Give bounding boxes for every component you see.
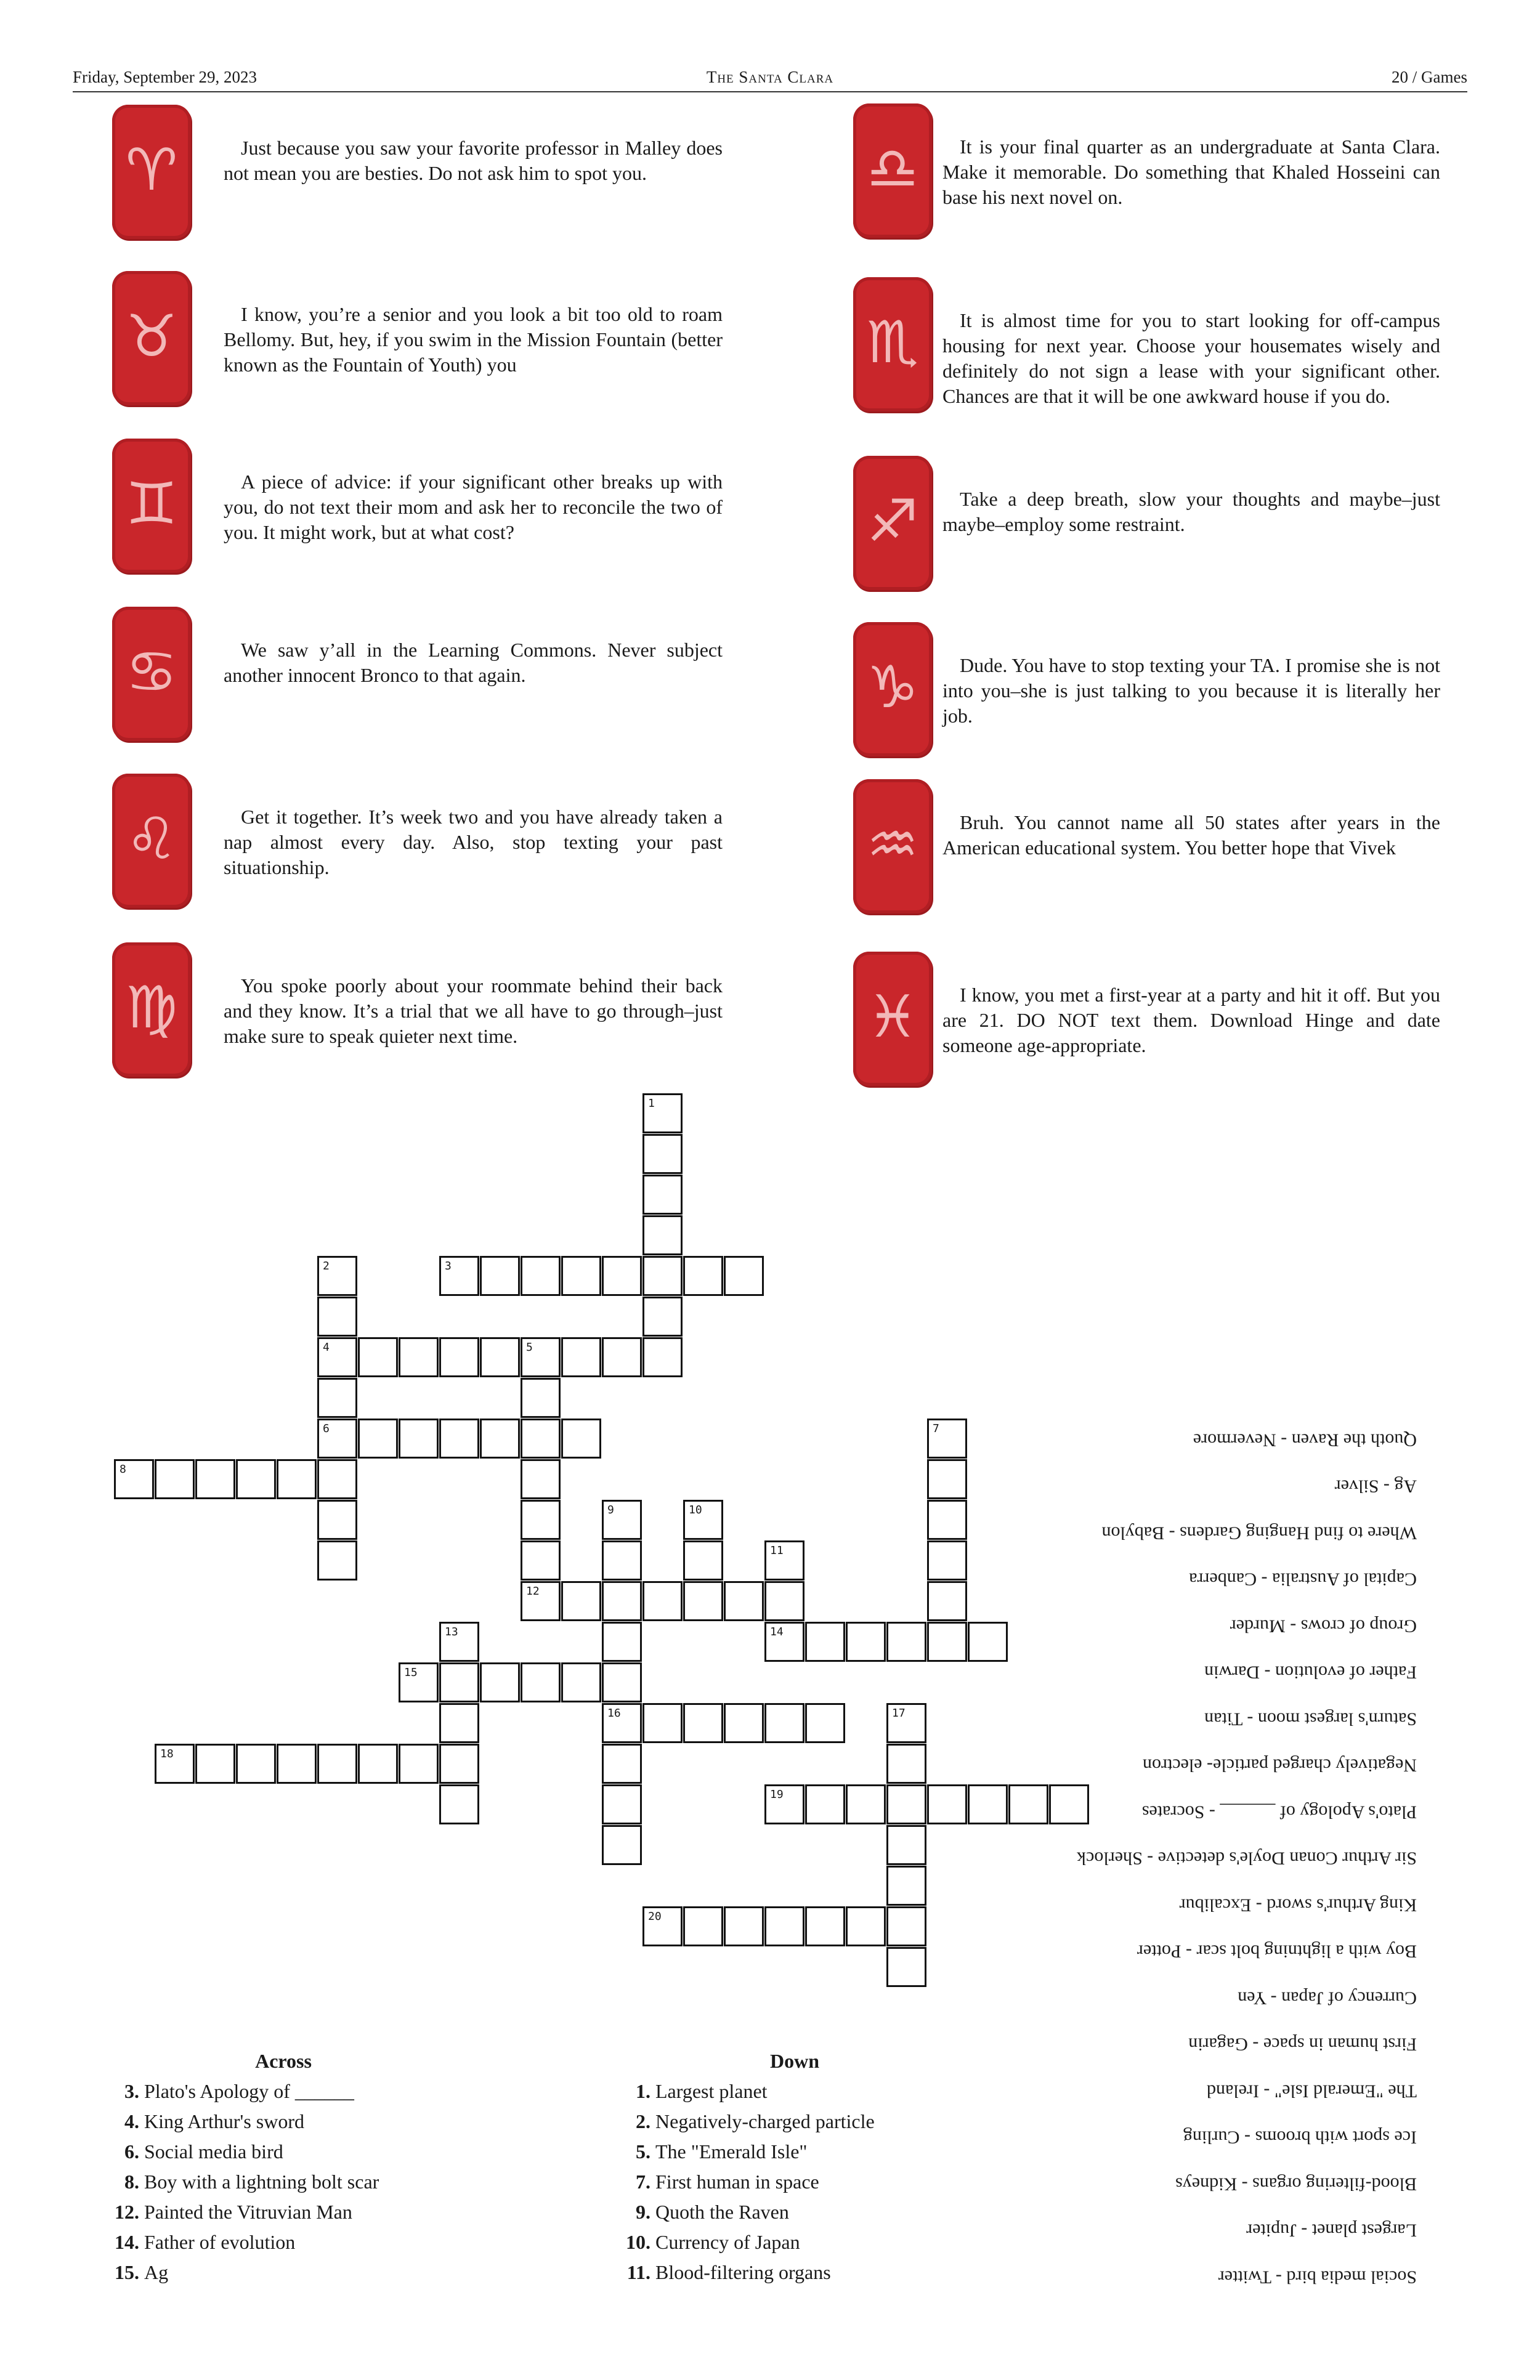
clue-item-number: 3. bbox=[124, 2080, 139, 2102]
answer-key-item: Where to find Hanging Gardens - Babylon bbox=[1101, 1523, 1417, 1544]
crossword-cell[interactable] bbox=[602, 1703, 642, 1743]
clue-item-text: Boy with a lightning bolt scar bbox=[144, 2171, 379, 2193]
crossword-cell[interactable] bbox=[439, 1784, 479, 1824]
clue-item-number: 5. bbox=[636, 2140, 650, 2163]
answer-key-item: First human in space - Gagarin bbox=[1188, 2034, 1417, 2055]
sagittarius-icon bbox=[853, 456, 932, 590]
horoscope-text: Bruh. You cannot name all 50 states after years in the American educational system. You better hope that Vivek bbox=[942, 811, 1440, 859]
crossword-cell[interactable] bbox=[561, 1419, 601, 1459]
clue-item bbox=[111, 2197, 456, 2227]
cancer-glyph: ♋ bbox=[125, 639, 178, 706]
crossword-cell[interactable] bbox=[561, 1662, 601, 1702]
clue-item-text: Ag bbox=[144, 2261, 169, 2283]
crossword-cell[interactable] bbox=[886, 1703, 926, 1743]
clue-item-number: 7. bbox=[636, 2171, 650, 2193]
clue-number: 17 bbox=[892, 1707, 906, 1720]
crossword-cell[interactable] bbox=[195, 1459, 235, 1499]
crossword-cell[interactable] bbox=[764, 1703, 804, 1743]
crossword-cell[interactable] bbox=[277, 1459, 317, 1499]
answer-key-item: Currency of Japan - Yen bbox=[1238, 1988, 1417, 2009]
clue-number: 2 bbox=[323, 1260, 330, 1273]
leo-icon bbox=[112, 774, 191, 908]
aries-glyph: ♈ bbox=[125, 137, 178, 204]
crossword-cell[interactable] bbox=[886, 1866, 926, 1906]
newspaper-name: The Santa Clara bbox=[706, 68, 834, 86]
crossword-cell[interactable] bbox=[642, 1581, 683, 1621]
crossword-cell[interactable] bbox=[642, 1093, 683, 1133]
issue-date: Friday, September 29, 2023 bbox=[73, 68, 257, 86]
clue-number: 13 bbox=[445, 1625, 458, 1638]
crossword-cell[interactable] bbox=[886, 1622, 926, 1662]
crossword-cell[interactable] bbox=[439, 1703, 479, 1743]
horoscope-text: It is your final quarter as an undergraduate at Santa Clara. Make it memorable. Do something that Khaled Hosseini can base his next novel on. bbox=[942, 136, 1440, 208]
clue-item-text: Social media bird bbox=[144, 2140, 283, 2163]
crossword-cell[interactable] bbox=[358, 1419, 398, 1459]
crossword-cell[interactable] bbox=[399, 1744, 439, 1784]
crossword-cell[interactable] bbox=[927, 1784, 967, 1824]
clue-item-text: Painted the Vitruvian Man bbox=[144, 2201, 352, 2223]
crossword-cell[interactable] bbox=[521, 1662, 561, 1702]
aquarius-glyph: ♒ bbox=[866, 811, 919, 879]
clue-item-text: The "Emerald Isle" bbox=[655, 2140, 808, 2163]
clue-number: 14 bbox=[770, 1625, 784, 1638]
clue-item-number: 14. bbox=[115, 2231, 139, 2253]
crossword-cell[interactable] bbox=[317, 1744, 357, 1784]
crossword-cell[interactable] bbox=[236, 1744, 276, 1784]
cancer-icon bbox=[112, 607, 191, 741]
clue-item-number: 12. bbox=[115, 2201, 139, 2223]
crossword-cell[interactable] bbox=[683, 1906, 723, 1946]
crossword-cell[interactable] bbox=[521, 1378, 561, 1418]
gemini-icon bbox=[112, 439, 191, 573]
clue-item-number: 11. bbox=[626, 2261, 650, 2283]
answer-key-item: Blood-filtering organs - Kidneys bbox=[1175, 2174, 1417, 2195]
crossword-cell[interactable] bbox=[358, 1744, 398, 1784]
crossword-cell[interactable] bbox=[927, 1419, 967, 1459]
answer-key-item: Social media bird - Twitter bbox=[1218, 2267, 1417, 2288]
crossword-cell[interactable] bbox=[683, 1256, 723, 1296]
crossword-cell[interactable] bbox=[480, 1662, 520, 1702]
clue-item-text: Quoth the Raven bbox=[655, 2201, 789, 2223]
answer-key-item: Boy with a lightning bolt scar - Potter bbox=[1137, 1941, 1417, 1962]
crossword-cell[interactable] bbox=[927, 1622, 967, 1662]
crossword-cell[interactable] bbox=[642, 1215, 683, 1255]
sagittarius-glyph: ♐ bbox=[866, 488, 919, 556]
crossword-cell[interactable] bbox=[602, 1581, 642, 1621]
down-clues bbox=[622, 2046, 967, 2288]
crossword-cell[interactable] bbox=[358, 1337, 398, 1377]
crossword-cell[interactable] bbox=[642, 1337, 683, 1377]
answer-key-item: Sir Arthur Conan Doyle's detective - Sherlock bbox=[1077, 1848, 1417, 1869]
crossword-cell[interactable] bbox=[805, 1784, 845, 1824]
capricorn-icon bbox=[853, 622, 932, 756]
crossword-cell[interactable] bbox=[521, 1540, 561, 1581]
crossword-cell[interactable] bbox=[724, 1256, 764, 1296]
answer-key-item: Ice sport with brooms - Curling bbox=[1183, 2127, 1417, 2148]
clue-item bbox=[111, 2227, 456, 2257]
crossword-cell[interactable] bbox=[886, 1784, 926, 1824]
answer-key-item: Quoth the Raven - Nevermore bbox=[1193, 1430, 1417, 1451]
clue-item-number: 6. bbox=[124, 2140, 139, 2163]
clue-item-number: 9. bbox=[636, 2201, 650, 2223]
crossword-cell[interactable] bbox=[439, 1662, 479, 1702]
upside-down-answer-key bbox=[1035, 1417, 1417, 2301]
crossword-cell[interactable] bbox=[399, 1662, 439, 1702]
crossword-cell[interactable] bbox=[683, 1500, 723, 1540]
crossword-cell[interactable] bbox=[480, 1256, 520, 1296]
crossword-cell[interactable] bbox=[642, 1703, 683, 1743]
crossword-cell[interactable] bbox=[317, 1297, 357, 1337]
horoscope-text: You spoke poorly about your roommate behind their back and they know. It’s a trial that we all have to go through–just make sure to speak quieter next time. bbox=[224, 974, 723, 1047]
answer-key-item: Father of evolution - Darwin bbox=[1204, 1662, 1417, 1683]
clue-item bbox=[622, 2076, 967, 2107]
horoscope-text: Just because you saw your favorite professor in Malley does not mean you are besties. Do not ask him to spot you. bbox=[224, 137, 723, 184]
crossword-cell[interactable] bbox=[561, 1581, 601, 1621]
crossword-cell[interactable] bbox=[642, 1256, 683, 1296]
crossword-cell[interactable] bbox=[642, 1175, 683, 1215]
clue-number: 18 bbox=[160, 1747, 174, 1760]
crossword-cell[interactable] bbox=[602, 1784, 642, 1824]
crossword-cell[interactable] bbox=[317, 1337, 357, 1377]
crossword-cell[interactable] bbox=[399, 1419, 439, 1459]
crossword-cell[interactable] bbox=[642, 1297, 683, 1337]
crossword-cell[interactable] bbox=[886, 1906, 926, 1946]
crossword-cell[interactable] bbox=[886, 1744, 926, 1784]
clue-number: 19 bbox=[770, 1788, 784, 1801]
clue-item-number: 2. bbox=[636, 2110, 650, 2132]
crossword-cell[interactable] bbox=[521, 1337, 561, 1377]
crossword-cell[interactable] bbox=[317, 1419, 357, 1459]
crossword-cell[interactable] bbox=[602, 1825, 642, 1865]
clue-item-text: King Arthur's sword bbox=[144, 2110, 304, 2132]
horoscope-text: Take a deep breath, slow your thoughts and maybe–just maybe–employ some restraint. bbox=[942, 488, 1440, 535]
clue-item bbox=[111, 2076, 456, 2107]
answer-key-item: Plato's Apology of ______ - Socrates bbox=[1141, 1802, 1417, 1823]
clue-item-text: Currency of Japan bbox=[655, 2231, 800, 2253]
crossword-cell[interactable] bbox=[439, 1419, 479, 1459]
horoscope-text: A piece of advice: if your significant other breaks up with you, do not text their mom and ask her to reconcile the two of you. It might work, but at what cost? bbox=[224, 471, 723, 543]
crossword-cell[interactable] bbox=[927, 1581, 967, 1621]
crossword-cell[interactable] bbox=[439, 1744, 479, 1784]
answer-key-item: The "Emerald Isle" - Ireland bbox=[1206, 2081, 1417, 2102]
clue-number: 7 bbox=[933, 1422, 939, 1435]
crossword-cell[interactable] bbox=[439, 1256, 479, 1296]
crossword-cell[interactable] bbox=[602, 1744, 642, 1784]
crossword-cell[interactable] bbox=[602, 1540, 642, 1581]
crossword-cell[interactable] bbox=[521, 1459, 561, 1499]
crossword-cell[interactable] bbox=[642, 1906, 683, 1946]
horoscope-text: We saw y’all in the Learning Commons. Never subject another innocent Bronco to that again. bbox=[224, 639, 723, 686]
crossword-cell[interactable] bbox=[277, 1744, 317, 1784]
clue-item-text: Plato's Apology of ______ bbox=[144, 2080, 354, 2102]
taurus-glyph: ♉ bbox=[125, 303, 178, 371]
answer-key-item: Group of crows - Murder bbox=[1230, 1616, 1417, 1637]
crossword-cell[interactable] bbox=[846, 1906, 886, 1946]
crossword-cell[interactable] bbox=[927, 1459, 967, 1499]
clue-number: 4 bbox=[323, 1341, 330, 1354]
crossword-cell[interactable] bbox=[521, 1500, 561, 1540]
answer-key-item: Saturn's largest moon - Titan bbox=[1204, 1709, 1417, 1730]
crossword-cell[interactable] bbox=[602, 1256, 642, 1296]
crossword-cell[interactable] bbox=[317, 1459, 357, 1499]
crossword-cell[interactable] bbox=[155, 1744, 195, 1784]
clue-item-number: 15. bbox=[115, 2261, 139, 2283]
crossword-cell[interactable] bbox=[764, 1784, 804, 1824]
clue-item bbox=[622, 2167, 967, 2197]
crossword-cell[interactable] bbox=[155, 1459, 195, 1499]
clue-item-text: Blood-filtering organs bbox=[655, 2261, 831, 2283]
clue-item-text: Largest planet bbox=[655, 2080, 768, 2102]
clue-number: 16 bbox=[607, 1707, 621, 1720]
clue-number: 1 bbox=[648, 1097, 655, 1110]
down-heading: Down bbox=[769, 2050, 819, 2072]
crossword-cell[interactable] bbox=[317, 1378, 357, 1418]
horoscope-text: Get it together. It’s week two and you have already taken a nap almost every day. Also, stop texting your past situationship. bbox=[224, 806, 723, 878]
pisces-icon bbox=[853, 952, 932, 1086]
aries-icon bbox=[112, 105, 191, 239]
crossword-cell[interactable] bbox=[602, 1500, 642, 1540]
across-heading: Across bbox=[255, 2050, 312, 2072]
crossword-cell[interactable] bbox=[317, 1540, 357, 1581]
pisces-glyph: ♓ bbox=[866, 984, 919, 1051]
clue-item bbox=[622, 2197, 967, 2227]
page-section: 20 / Games bbox=[1392, 68, 1467, 86]
clue-number: 12 bbox=[526, 1585, 540, 1598]
crossword-cell[interactable] bbox=[805, 1703, 845, 1743]
leo-glyph: ♌ bbox=[125, 806, 178, 873]
crossword-cell[interactable] bbox=[764, 1906, 804, 1946]
crossword-cell[interactable] bbox=[683, 1540, 723, 1581]
horoscope-text: It is almost time for you to start looking for off-campus housing for next year. Choose your housemates wisely and definitely do not sign a lease with your significant other. Chances are that it will be one awkward house if you do. bbox=[942, 309, 1440, 407]
crossword-cell[interactable] bbox=[764, 1581, 804, 1621]
crossword-cell[interactable] bbox=[602, 1622, 642, 1662]
clue-item bbox=[622, 2257, 967, 2288]
scorpio-glyph: ♏ bbox=[866, 309, 919, 377]
horoscope-text: I know, you’re a senior and you look a bit too old to roam Bellomy. But, hey, if you swim in the Mission Fountain (better known as the Fountain of Youth) you bbox=[224, 303, 723, 376]
crossword-cell[interactable] bbox=[561, 1256, 601, 1296]
across-clues bbox=[111, 2046, 456, 2288]
clue-item-number: 8. bbox=[124, 2171, 139, 2193]
clue-number: 5 bbox=[526, 1341, 533, 1354]
crossword-cell[interactable] bbox=[480, 1419, 520, 1459]
crossword-cell[interactable] bbox=[846, 1622, 886, 1662]
horoscope-text: Dude. You have to stop texting your TA. I promise she is not into you–she is just talking to you because it is literally her job. bbox=[942, 654, 1440, 727]
crossword-cell[interactable] bbox=[521, 1256, 561, 1296]
crossword-cell[interactable] bbox=[724, 1703, 764, 1743]
crossword-cell[interactable] bbox=[805, 1622, 845, 1662]
virgo-glyph: ♍ bbox=[125, 974, 178, 1042]
aquarius-icon bbox=[853, 779, 932, 913]
libra-icon bbox=[853, 103, 932, 238]
crossword-cell[interactable] bbox=[521, 1419, 561, 1459]
clue-number: 8 bbox=[120, 1463, 126, 1476]
crossword-cell[interactable] bbox=[968, 1784, 1008, 1824]
libra-glyph: ♎ bbox=[866, 136, 919, 203]
crossword-cell[interactable] bbox=[195, 1744, 235, 1784]
crossword-cell[interactable] bbox=[886, 1947, 926, 1987]
answer-key-item: Capital of Australia - Canberra bbox=[1189, 1569, 1417, 1590]
horoscope-text: I know, you met a first-year at a party and hit it off. But you are 21. DO NOT text them. Download Hinge and date someone age-appropriate. bbox=[942, 984, 1440, 1056]
crossword-cell[interactable] bbox=[927, 1500, 967, 1540]
crossword-cell[interactable] bbox=[236, 1459, 276, 1499]
clue-number: 15 bbox=[404, 1666, 418, 1679]
answer-key-item: Negatively charged particle- electron bbox=[1142, 1755, 1417, 1776]
crossword-cell[interactable] bbox=[968, 1622, 1008, 1662]
crossword-cell[interactable] bbox=[317, 1500, 357, 1540]
scorpio-icon bbox=[853, 277, 932, 411]
answer-key-item: Ag - Silver bbox=[1334, 1476, 1417, 1497]
clue-item-text: Negatively-charged particle bbox=[655, 2110, 875, 2132]
crossword-cell[interactable] bbox=[886, 1825, 926, 1865]
clue-item-number: 10. bbox=[626, 2231, 650, 2253]
crossword-cell[interactable] bbox=[521, 1581, 561, 1621]
crossword-cell[interactable] bbox=[846, 1784, 886, 1824]
crossword-cell[interactable] bbox=[764, 1622, 804, 1662]
crossword-cell[interactable] bbox=[683, 1581, 723, 1621]
crossword-cell[interactable] bbox=[399, 1337, 439, 1377]
crossword-cell[interactable] bbox=[561, 1337, 601, 1377]
clue-item bbox=[111, 2167, 456, 2197]
gemini-glyph: ♊ bbox=[125, 471, 178, 538]
crossword-cell[interactable] bbox=[602, 1662, 642, 1702]
clue-item-text: Father of evolution bbox=[144, 2231, 296, 2253]
clue-number: 3 bbox=[445, 1260, 452, 1273]
clue-item bbox=[622, 2107, 967, 2137]
crossword-cell[interactable] bbox=[480, 1337, 520, 1377]
clue-number: 9 bbox=[607, 1504, 614, 1516]
crossword-cell[interactable] bbox=[114, 1459, 154, 1499]
crossword-cell[interactable] bbox=[764, 1540, 804, 1581]
virgo-icon bbox=[112, 942, 191, 1077]
crossword-cell[interactable] bbox=[724, 1581, 764, 1621]
clue-item-number: 4. bbox=[124, 2110, 139, 2132]
crossword-cell[interactable] bbox=[927, 1540, 967, 1581]
clue-item bbox=[622, 2227, 967, 2257]
clue-item-number: 1. bbox=[636, 2080, 650, 2102]
crossword-cell[interactable] bbox=[805, 1906, 845, 1946]
page-header bbox=[73, 64, 1467, 92]
crossword-cell[interactable] bbox=[317, 1256, 357, 1296]
answer-key-item: Largest planet - Jupiter bbox=[1246, 2220, 1417, 2241]
clue-number: 11 bbox=[770, 1544, 784, 1557]
answer-key-item: King Arthur's sword - Excalibur bbox=[1179, 1895, 1417, 1916]
clue-number: 20 bbox=[648, 1910, 662, 1923]
clue-item bbox=[111, 2137, 456, 2167]
crossword-cell[interactable] bbox=[724, 1906, 764, 1946]
clue-item-text: First human in space bbox=[655, 2171, 819, 2193]
crossword-cell[interactable] bbox=[642, 1134, 683, 1174]
crossword-cell[interactable] bbox=[683, 1703, 723, 1743]
crossword-cell[interactable] bbox=[439, 1622, 479, 1662]
clue-number: 10 bbox=[689, 1504, 702, 1516]
clue-number: 6 bbox=[323, 1422, 330, 1435]
clue-item bbox=[111, 2107, 456, 2137]
crossword-cell[interactable] bbox=[602, 1337, 642, 1377]
capricorn-glyph: ♑ bbox=[866, 654, 919, 722]
clue-item bbox=[111, 2257, 456, 2288]
taurus-icon bbox=[112, 271, 191, 405]
clue-item bbox=[622, 2137, 967, 2167]
crossword-cell[interactable] bbox=[439, 1337, 479, 1377]
